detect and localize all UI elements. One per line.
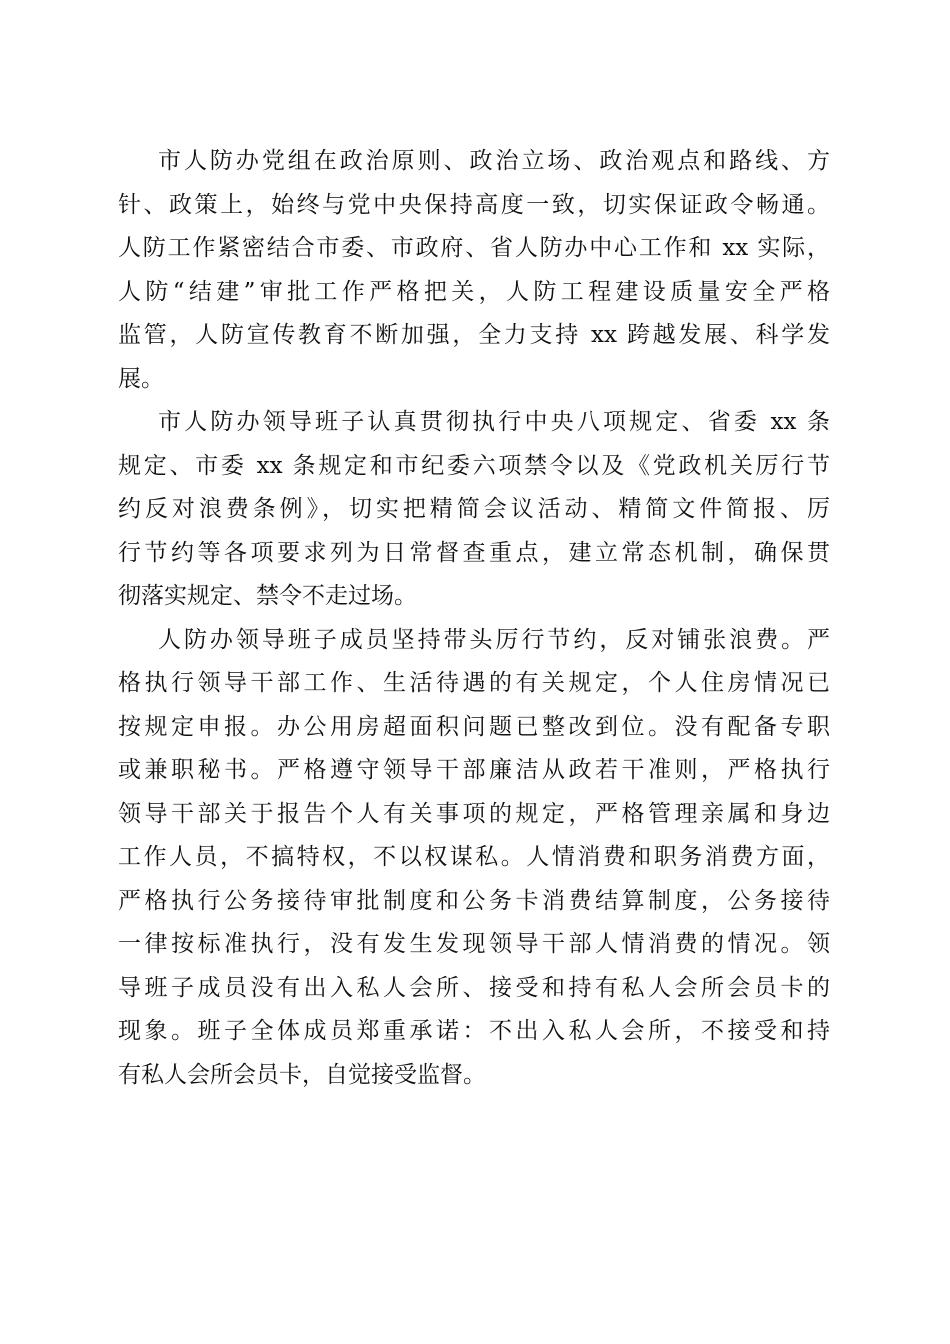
text-line: 现象。班子全体成员郑重承诺：不出入私人会所，不接受和持 (118, 1018, 830, 1044)
document-body (118, 140, 830, 1097)
paragraph-1 (118, 140, 830, 401)
text-line: 约反对浪费条例》，切实把精简会议活动、精简文件简报、厉 (118, 496, 830, 522)
text-line: 展。 (118, 365, 164, 392)
text-line: 规定、市委 xx 条规定和市纪委六项禁令以及《党政机关厉行节 (118, 452, 830, 479)
paragraph-3 (118, 619, 830, 1098)
text-line: 一律按标准执行，没有发生发现领导干部人情消费的情况。领 (118, 931, 830, 957)
text-line: 市人防办领导班子认真贯彻执行中央八项规定、省委 xx 条 (158, 409, 830, 435)
text-line: 市人防办党组在政治原则、政治立场、政治观点和路线、方 (158, 148, 830, 174)
text-line: 有私人会所会员卡，自觉接受监督。 (118, 1061, 486, 1088)
text-line: 领导干部关于报告个人有关事项的规定，严格管理亲属和身边 (118, 800, 830, 827)
text-line: 监管，人防宣传教育不断加强，全力支持 xx 跨越发展、科学发 (118, 322, 830, 348)
text-line: 人防“结建”审批工作严格把关，人防工程建设质量安全严格 (118, 278, 830, 305)
text-line: 人防办领导班子成员坚持带头厉行节约，反对铺张浪费。严 (158, 626, 830, 653)
text-line: 格执行领导干部工作、生活待遇的有关规定，个人住房情况已 (118, 670, 830, 696)
text-line: 严格执行公务接待审批制度和公务卡消费结算制度，公务接待 (118, 887, 830, 914)
paragraph-2 (118, 401, 830, 619)
text-line: 行节约等各项要求列为日常督查重点，建立常态机制，确保贯 (118, 539, 830, 566)
text-line: 或兼职秘书。严格遵守领导干部廉洁从政若干准则，严格执行 (118, 757, 830, 783)
text-line: 人防工作紧密结合市委、市政府、省人防办中心工作和 xx 实际， (118, 235, 830, 261)
text-line: 导班子成员没有出入私人会所、接受和持有私人会所会员卡的 (118, 974, 830, 1001)
text-line: 针、政策上，始终与党中央保持高度一致，切实保证政令畅通。 (118, 191, 830, 218)
text-line: 工作人员，不搞特权，不以权谋私。人情消费和职务消费方面， (118, 844, 830, 870)
text-line: 按规定申报。办公用房超面积问题已整改到位。没有配备专职 (118, 713, 830, 740)
text-line: 彻落实规定、禁令不走过场。 (118, 583, 417, 609)
